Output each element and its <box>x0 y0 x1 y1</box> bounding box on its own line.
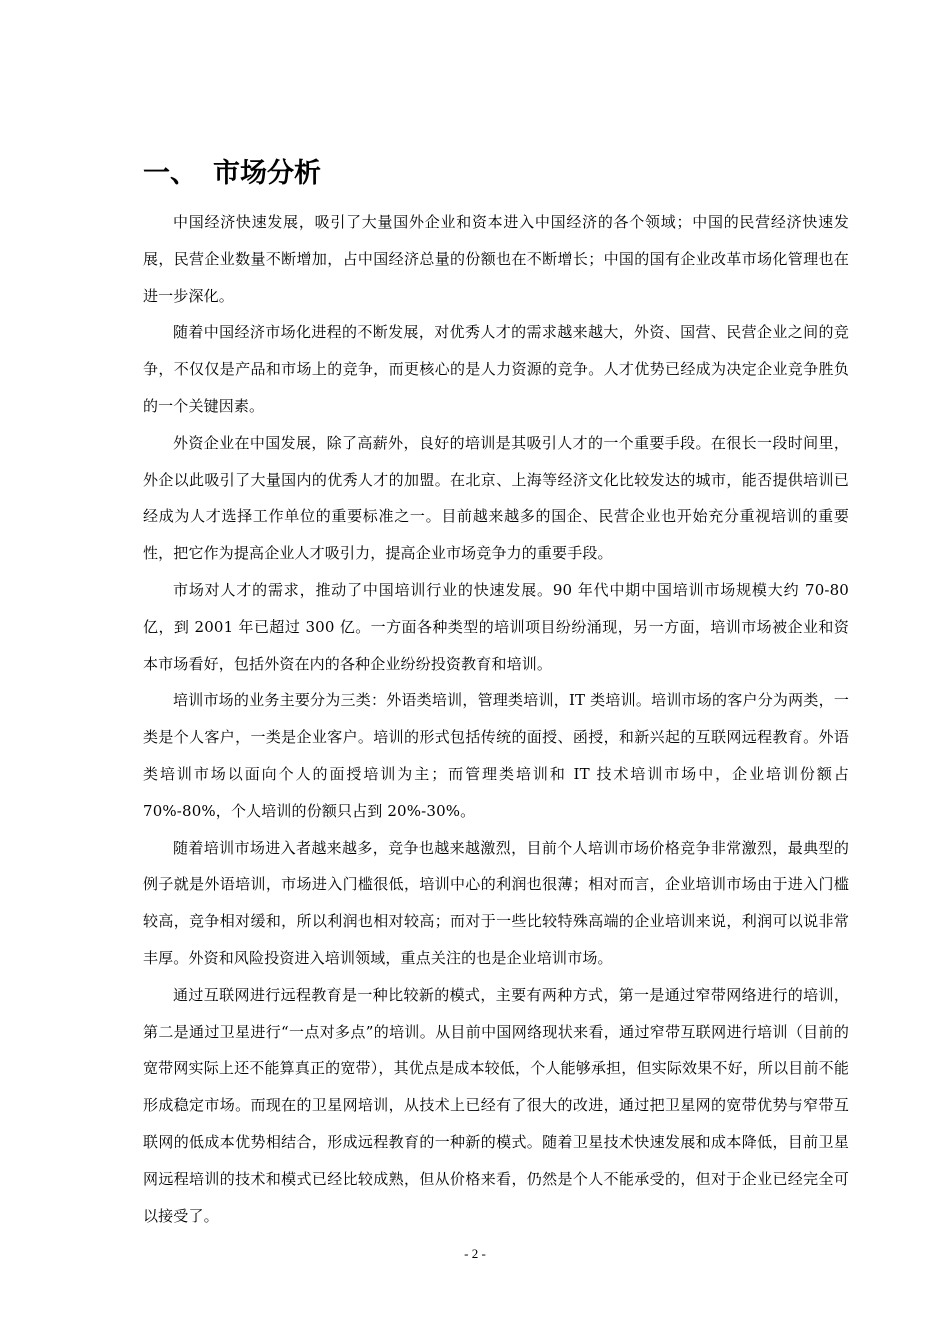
paragraph-7: 通过互联网进行远程教育是一种比较新的模式，主要有两种方式，第一是通过窄带网络进行的培训，第二是通过卫星进行“一点对多点”的培训。从目前中国网络现状来看，通过窄带互联网进行培训（目前的宽带网实际上还不能算真正的宽带），其优点是成本较低，个人能够承担，但实际效果不好，所以目前不能形成稳定市场。而现在的卫星网培训，从技术上已经有了很大的改进，通过把卫星网的宽带优势与窄带互联网的低成本优势相结合，形成远程教育的一种新的模式。随着卫星技术快速发展和成本降低，目前卫星网远程培训的技术和模式已经比较成熟，但从价格来看，仍然是个人不能承受的，但对于企业已经完全可以接受了。 <box>143 985 849 1225</box>
paragraph-2: 随着中国经济市场化进程的不断发展，对优秀人才的需求越来越大，外资、国营、民营企业之间的竞争，不仅仅是产品和市场上的竞争，而更核心的是人力资源的竞争。人才优势已经成为决定企业竞争胜负的一个关键因素。 <box>143 323 849 415</box>
page-number: - 2 - <box>464 1246 486 1261</box>
section-title: 市场分析 <box>213 158 321 189</box>
paragraph-4: 市场对人才的需求，推动了中国培训行业的快速发展。90 年代中期中国培训市场规模大约 70-80 亿，到 2001 年已超过 300 亿。一方面各种类型的培训项目纷纷涌现，另一方面，培训市场被企业和资本市场看好，包括外资在内的各种企业纷纷投资教育和培训。 <box>143 580 849 673</box>
page-content <box>143 152 849 1234</box>
paragraph-6: 随着培训市场进入者越来越多，竞争也越来越激烈，目前个人培训市场价格竞争非常激烈，最典型的例子就是外语培训，市场进入门槛很低，培训中心的利润也很薄；相对而言，企业培训市场由于进入门槛较高，竞争相对缓和，所以利润也相对较高；而对于一些比较特殊高端的企业培训来说，利润可以说非常丰厚。外资和风险投资进入培训领域，重点关注的也是企业培训市场。 <box>143 838 849 967</box>
section-heading <box>143 152 849 196</box>
paragraph-5: 培训市场的业务主要分为三类：外语类培训，管理类培训，IT 类培训。培训市场的客户分为两类，一类是个人客户，一类是企业客户。培训的形式包括传统的面授、函授，和新兴起的互联网远程教育。外语类培训市场以面向个人的面授培训为主；而管理类培训和 IT 技术培训市场中，企业培训份额占 70%-80%，个人培训的份额只占到 20%-30%。 <box>143 691 849 820</box>
paragraph-3: 外资企业在中国发展，除了高薪外，良好的培训是其吸引人才的一个重要手段。在很长一段时间里，外企以此吸引了大量国内的优秀人才的加盟。在北京、上海等经济文化比较发达的城市，能否提供培训已经成为人才选择工作单位的重要标准之一。目前越来越多的国企、民营企业也开始充分重视培训的重要性，把它作为提高企业人才吸引力，提高企业市场竞争力的重要手段。 <box>143 433 849 563</box>
paragraph-1: 中国经济快速发展，吸引了大量国外企业和资本进入中国经济的各个领域；中国的民营经济快速发展，民营企业数量不断增加，占中国经济总量的份额也在不断增长；中国的国有企业改革市场化管理也在进一步深化。 <box>143 213 849 305</box>
section-number: 一、 <box>143 158 197 189</box>
